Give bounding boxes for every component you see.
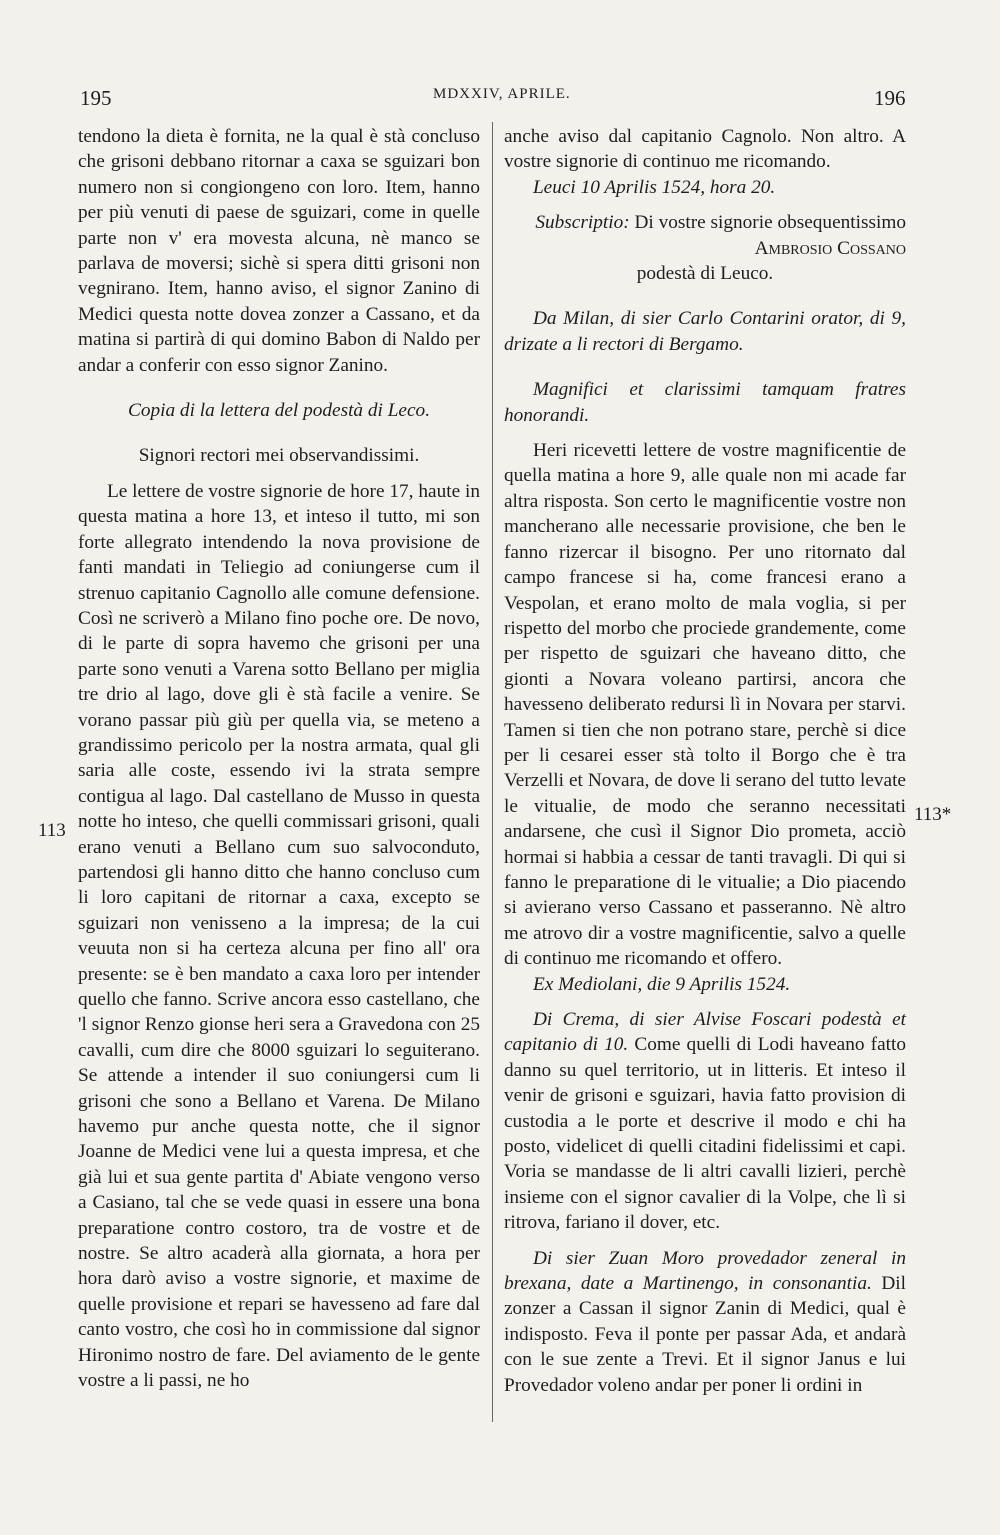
paragraph-lead: Di sier Zuan Moro provedador zeneral in brexana, date a Martinengo, in consonantia. — [504, 1247, 906, 1295]
column-divider — [492, 122, 493, 1422]
left-column — [78, 124, 480, 1394]
subscription-text: Di vostre signorie obsequentissimo — [634, 212, 906, 234]
paragraph-body: Come quelli di Lodi haveano fatto danno su quel territorio, ut in litteris. Et inteso il venir de grisoni e sguizari, havia fatto provision di custodia a le porte et descrive il modo e chi ha posto, videlicet di quelli citadini fidelissimi et capi. Voria se mandasse de li altri cavalli lizieri, perchè insieme con el signor cavalier di la Volpe, che lì si ritrova, fariano il dover, etc. — [504, 1034, 906, 1234]
dateline: Ex Mediolani, die 9 Aprilis 1524. — [532, 973, 791, 995]
paragraph: Heri ricevetti lettere de vostre magnificentie de quella matina a hore 9, alle quale non mi acade far altra risposta. Son certo le magnificentie vostre non mancherano alle necessarie provisione, che ben le fanno rizercar il bisogno. Per uno ritornato dal campo francese si ha, come francesi erano a Vespolan, et erano molto de mala voglia, si per rispetto del morbo che prociede grandemente, come per rispetto de sguizari che haveano ditto, che gionti a Novara voleano partirsi, ancora che havesseno deliberato redursi lì in Novara per starvi. Tamen si tien che non potrano stare, perchè si dice per li cesarei esser stà tolto il Borgo che è tra Verzelli et Novara, de dove li serano del tutto levate le vitualie, de modo che seranno necessitati andarsene, che cusì il Signor Dio prometa, acciò hormai si habbia a cessar de tanti travagli. Di qui si fanno le preparatione di le vitualie; a Dio piacendo si avierano verso Cassano et passeranno. Nè altro me atrovo dir a vostre magnificentie, salvo a quelle di continuo me ricomando et offero. — [504, 440, 906, 970]
page-number-right: 196 — [874, 86, 906, 110]
paragraph-body: Dil zonzer a Cassan il signor Zanin di Medici, qual è indisposto. Feva il ponte per passar Ada, et andarà con le sue zente a Trevi. Et il signor Janus e lui Provedador voleno andar per poner li ordini in — [504, 1273, 906, 1396]
subscription-title: podestà di Leuco. — [636, 263, 774, 285]
running-title: MDXXIV, APRILE. — [433, 86, 571, 102]
paragraph: tendono la dieta è fornita, ne la qual è stà concluso che grisoni debbano ritornar a caxa se sguizari bon numero non si congiongeno con loro. Item, hanno per più venuti di paese de sguizari, come in quelle parte non v' era movesta alcuna, nè manco se parlava de moversi; sichè si spera ditti grisoni non vegnirano. Item, hanno aviso, el signor Zanino di Medici questa notte dovea zonzer a Cassano, et da matina si partirà di qui domino Babon di Naldo per andar a conferir con esso signor Zanino. — [78, 126, 480, 376]
letter-salutation: Magnifici et clarissimi tamquam fratres honorandi. — [504, 379, 906, 426]
paragraph-lead: Di Crema, di sier Alvise Foscari podestà et capitanio di 10. — [504, 1009, 906, 1056]
margin-number-right: 113* — [914, 804, 952, 825]
letter-heading: Copia di la lettera del podestà di Leco. — [127, 400, 431, 422]
letter-heading: Da Milan, di sier Carlo Contarini orator, di 9, drizate a li rectori di Bergamo. — [504, 308, 906, 355]
letter-salutation: Signori rectori mei observandissimi. — [138, 445, 420, 467]
paragraph — [504, 1007, 906, 1236]
subscription-name: Ambrosio Cossano — [754, 237, 906, 259]
margin-number-left: 113 — [38, 820, 66, 841]
paragraph — [504, 1246, 906, 1398]
subscription-label: Subscriptio: — [535, 212, 630, 234]
right-column — [504, 124, 906, 1398]
paragraph: Le lettere de vostre signorie de hore 17, haute in questa matina a hore 13, et inteso il tutto, mi son forte allegrato intendendo la nova provisione de fanti mandati in Teliegio ad coniungerse cum il strenuo capitanio Cagnollo alle comune defensione. Così ne scriverò a Milano fino poche ore. De novo, di le parte di sopra havemo che grisoni per una parte sono venuti a Varena sotto Bellano per miglia tre drio al lago, dove gli è stà facile a venire. Se vorano passar più giù per quella via, se meteno a grandissimo pericolo per la nostra armata, qual gli saria alle coste, essendo ivi la strata sempre contigua al lago. Dal castellano de Musso in questa notte ho inteso, che quelli commissari grisoni, quali erano venuti a Bellano cum suo salvoconduto, partendosi gli hanno ditto che hanno concluso cum li loro capitani de ritornar a caxa, excepto se sguizari non venisseno a la impresa; de la cui veuuta non si ha certeza alcuna per fino all' ora presente: se è ben mandato a caxa loro per intender quello che fanno. Scrive ancora esso castellano, che 'l signor Renzo gionse heri sera a Gravedona con 25 cavalli, cum dire che 8000 sguizari lo seguiterano. Se attende a intender il suo coniungersi cum li grisoni che sono a Bellano et Varena. De Milano havemo pur anche questa notte, che il signor Joanne de Medici vene lui a questa impresa, et che già lui et sua gente partita d' Abiate vengono verso a Casiano, tal che se vede quasi in essere una bona preparatione contro costoro, tra de vostre et de nostre. Se altro acaderà alla giornata, a hora per hora darò aviso a vostre signorie, et maxime de quelle provisione et repari se havesseno ad fare dal canto vostro, che così ho in commissione dal signor Hironimo nostro de fare. Del aviamento de le gente vostre a li passi, ne ho — [78, 480, 480, 1392]
page-number-left: 195 — [80, 86, 112, 110]
dateline: Leuci 10 Aprilis 1524, hora 20. — [532, 176, 776, 198]
paragraph: anche aviso dal capitanio Cagnolo. Non altro. A vostre signorie di continuo me ricomando. — [504, 126, 906, 173]
subscription — [504, 210, 906, 261]
